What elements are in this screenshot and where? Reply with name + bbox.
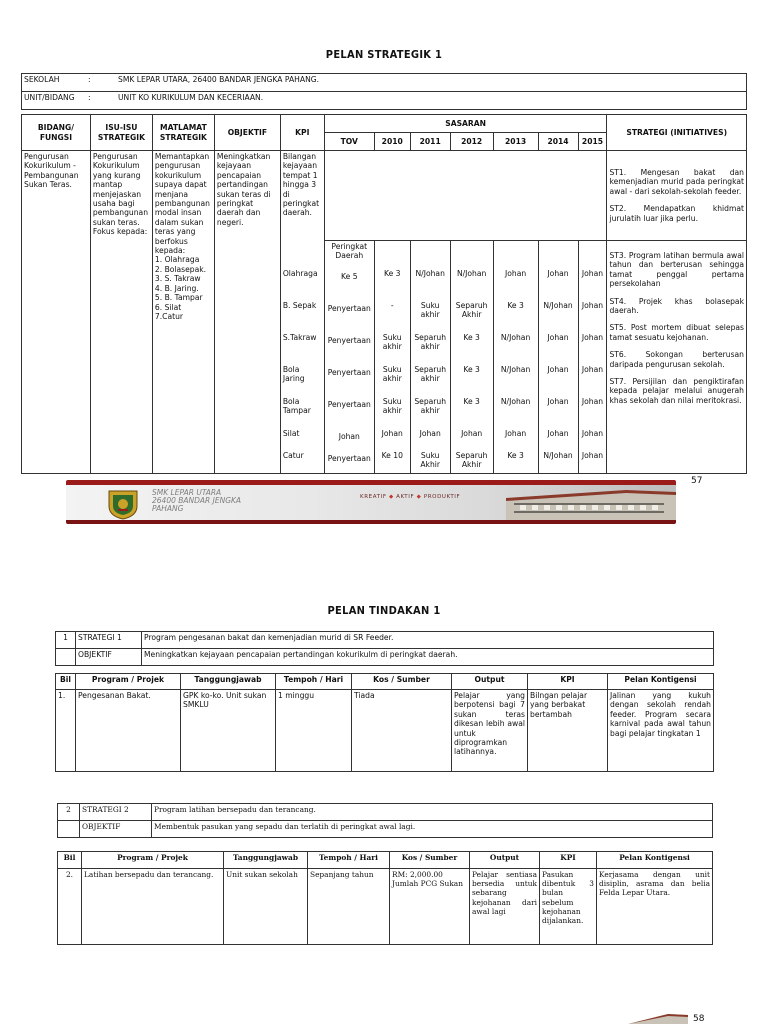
col-header: Tanggungjawab bbox=[224, 852, 308, 869]
matlamat-cell bbox=[152, 151, 214, 474]
year-2015-column bbox=[578, 241, 607, 474]
school-crest-icon bbox=[106, 488, 140, 520]
target-value: Johan bbox=[581, 301, 604, 310]
target-value: Ke 3 bbox=[463, 333, 480, 342]
motto-word: AKTIF bbox=[396, 494, 415, 500]
objective-label: OBJEKTIF bbox=[76, 649, 142, 666]
banner-line: PAHANG bbox=[152, 504, 184, 513]
target-value: Johan bbox=[581, 365, 604, 374]
header-bidang: BIDANG/ FUNGSI bbox=[22, 115, 91, 151]
strategi-bottom-cell bbox=[607, 241, 747, 474]
col-header: Bil bbox=[56, 674, 76, 690]
year-header: 2015 bbox=[578, 133, 607, 151]
target-value: N/Johan bbox=[500, 333, 531, 342]
year-2011-column bbox=[410, 241, 450, 474]
year-header: 2011 bbox=[410, 133, 450, 151]
kontigensi-cell: Kerjasama dengan unit disiplin, asrama dan belia Felda Lepar Utara. bbox=[597, 869, 713, 945]
tempoh-cell: 1 minggu bbox=[276, 690, 352, 772]
program-cell: Pengesanan Bakat. bbox=[76, 690, 181, 772]
tanggungjawab-cell: GPK ko-ko. Unit sukan SMKLU bbox=[181, 690, 276, 772]
sport-label: B. Sepak bbox=[282, 300, 317, 310]
tov-column bbox=[324, 241, 374, 474]
target-value: N/Johan bbox=[543, 451, 573, 460]
sekolah-label: SEKOLAH bbox=[22, 74, 87, 92]
action-plan-1-header-table bbox=[55, 631, 714, 666]
kontigensi-cell: Jalinan yang kukuh dengan sekolah rendah feeder. Program secara karnival pada awal tahun bagi pelajar tingkatan 1 bbox=[608, 690, 714, 772]
table-row bbox=[58, 869, 713, 945]
year-header: 2012 bbox=[450, 133, 493, 151]
target-value: Separuh akhir bbox=[414, 365, 447, 384]
col-header: Tempoh / Hari bbox=[308, 852, 390, 869]
target-value: Johan bbox=[505, 269, 527, 278]
target-value: Penyertaan bbox=[327, 304, 371, 313]
sport-label: S.Takraw bbox=[282, 332, 317, 342]
header-strategi: STRATEGI (INITIATIVES) bbox=[607, 115, 747, 151]
isu-cell: Pengurusan Kokurikulum yang kurang mantap menjejaskan usaha bagi pembangunan sukan teras. Fokus kepada: bbox=[90, 151, 152, 474]
strategi-item: ST7. Persijilan dan pengiktirafan kepada pelajar melalui anugerah khas sekolah dan nilai meritokrasi. bbox=[609, 377, 744, 405]
target-value: Separuh Akhir bbox=[455, 451, 488, 470]
target-value: Johan bbox=[505, 429, 527, 438]
action-plan-2-table bbox=[57, 851, 713, 945]
year-header: 2014 bbox=[538, 133, 578, 151]
sekolah-row bbox=[86, 74, 747, 92]
strategi-item: ST6. Sokongan berterusan daripada pengurusan sekolah. bbox=[609, 350, 744, 369]
target-value: Separuh akhir bbox=[414, 333, 447, 352]
target-value: Johan bbox=[581, 333, 604, 342]
target-value: Suku akhir bbox=[420, 301, 440, 320]
objective-value: Meningkatkan kejayaan pencapaian pertandingan kokurikulm di peringkat daerah. bbox=[142, 649, 714, 666]
target-value: - bbox=[390, 301, 394, 310]
target-value: Johan bbox=[547, 397, 569, 406]
col-header: Program / Projek bbox=[76, 674, 181, 690]
target-value: Johan bbox=[547, 333, 569, 342]
sekolah-value: SMK LEPAR UTARA, 26400 BANDAR JENGKA PAHANG. bbox=[118, 75, 320, 84]
target-value: Separuh akhir bbox=[414, 397, 447, 416]
action-plan-title: PELAN TINDAKAN 1 bbox=[327, 604, 441, 617]
sport-label: Catur bbox=[282, 450, 304, 460]
year-2012-column bbox=[450, 241, 493, 474]
objective-label: OBJEKTIF bbox=[80, 821, 152, 838]
header-kpi: KPI bbox=[280, 115, 324, 151]
target-value: Johan bbox=[461, 429, 483, 438]
target-value: Suku akhir bbox=[382, 333, 402, 352]
target-value: Ke 3 bbox=[383, 269, 401, 278]
target-value: Johan bbox=[381, 429, 403, 438]
sport-label: Silat bbox=[282, 428, 300, 438]
col-header: Kos / Sumber bbox=[390, 852, 470, 869]
target-value: Penyertaan bbox=[327, 400, 371, 409]
target-value: Ke 3 bbox=[463, 365, 480, 374]
objektif-cell: Meningkatkan kejayaan pencapaian pertandingan sukan teras di peringkat daerah dan negeri. bbox=[214, 151, 280, 474]
header-sasaran: SASARAN bbox=[324, 115, 607, 133]
strategi-item: ST4. Projek khas bolasepak daerah. bbox=[609, 296, 744, 316]
target-value: Johan bbox=[547, 429, 569, 438]
target-value: Ke 10 bbox=[381, 451, 403, 460]
year-2014-column bbox=[538, 241, 578, 474]
bidang-cell: Pengurusan Kokurikulum - Pembangunan Sukan Teras. bbox=[22, 151, 91, 474]
year-header: 2010 bbox=[374, 133, 410, 151]
tanggungjawab-cell: Unit sukan sekolah bbox=[224, 869, 308, 945]
strategic-plan-table bbox=[21, 114, 747, 474]
sport-label: Bola Tampar bbox=[282, 396, 311, 415]
col-header: Output bbox=[470, 852, 540, 869]
target-value: Johan bbox=[581, 269, 604, 278]
target-value: Johan bbox=[581, 429, 604, 438]
matlamat-item: 3. S. Takraw bbox=[154, 274, 201, 284]
col-header: Kos / Sumber bbox=[352, 674, 452, 690]
col-header: KPI bbox=[540, 852, 597, 869]
matlamat-item: 7.Catur bbox=[154, 311, 184, 321]
motto-word: PRODUKTIF bbox=[423, 494, 461, 500]
year-2010-column bbox=[374, 241, 410, 474]
matlamat-item: 2. Bolasepak. bbox=[154, 264, 207, 274]
target-value: Johan bbox=[338, 432, 360, 441]
col-header: Output bbox=[452, 674, 528, 690]
year-2013-column bbox=[493, 241, 538, 474]
strategi-top-cell bbox=[607, 151, 747, 241]
strategy-label: STRATEGI 1 bbox=[76, 632, 142, 649]
tempoh-cell: Sepanjang tahun bbox=[308, 869, 390, 945]
col-header: Tempoh / Hari bbox=[276, 674, 352, 690]
matlamat-item: 5. B. Tampar bbox=[154, 293, 203, 303]
banner-line: 26400 BANDAR JENGKA bbox=[152, 496, 242, 505]
year-header: 2013 bbox=[493, 133, 538, 151]
strategi-item: ST1. Mengesan bakat dan kemenjadian murid pada peringkat awal - dari sekolah-sekolah feeder. bbox=[609, 167, 744, 196]
target-value: N/Johan bbox=[456, 269, 487, 278]
table-row bbox=[56, 690, 714, 772]
col-header: KPI bbox=[528, 674, 608, 690]
banner-motto: KREATIF ◆ AKTIF ◆ PRODUKTIF bbox=[360, 494, 461, 500]
matlamat-intro: Memantapkan pengurusan kokurikulum supaya dapat menjana pembangunan modal insan dalam sukan teras yang berfokus kepada: bbox=[154, 152, 210, 256]
target-value: Ke 3 bbox=[463, 397, 480, 406]
kos-cell: Tiada bbox=[352, 690, 452, 772]
target-value: Separuh Akhir bbox=[455, 301, 488, 320]
sport-label: Bola Jaring bbox=[282, 364, 305, 383]
action-plan-2-header-table bbox=[57, 803, 713, 838]
objective-value: Membentuk pasukan yang sepadu dan terlatih di peringkat awal lagi. bbox=[152, 821, 713, 838]
target-value: N/Johan bbox=[500, 397, 531, 406]
strategi-item: ST5. Post mortem dibuat selepas tamat sesuatu kejohanan. bbox=[609, 323, 744, 342]
matlamat-item: 6. Silat bbox=[154, 302, 182, 312]
kos-cell: RM: 2,000.00 Jumlah PCG Sukan bbox=[390, 869, 470, 945]
strategi-item: ST2. Mendapatkan khidmat jurulatih luar jika perlu. bbox=[609, 204, 744, 223]
unit-value: UNIT KO KURIKULUM DAN KECERIAAN. bbox=[118, 93, 264, 102]
target-value: N/Johan bbox=[415, 269, 445, 278]
kpi-cell: Bilngan pelajar yang berbakat bertambah bbox=[528, 690, 608, 772]
page-number: 57 bbox=[691, 476, 703, 486]
strategic-plan-title: PELAN STRATEGIK 1 bbox=[325, 48, 443, 61]
col-header: Pelan Kontigensi bbox=[597, 852, 713, 869]
target-value: Johan bbox=[547, 269, 569, 278]
col-header: Bil bbox=[58, 852, 82, 869]
strategy-value: Program latihan bersepadu dan terancang. bbox=[152, 804, 713, 821]
school-building-icon bbox=[506, 484, 676, 520]
strategy-number: 2 bbox=[58, 804, 80, 821]
col-header: Pelan Kontigensi bbox=[608, 674, 714, 690]
school-info-table bbox=[21, 73, 747, 110]
target-value: Suku Akhir bbox=[420, 451, 440, 470]
output-cell: Pelajar yang berpotensi bagi 7 sukan teras dikesan lebih awal untuk diprogramkan latihannya. bbox=[452, 690, 528, 772]
colon: : bbox=[88, 75, 91, 84]
target-value: N/Johan bbox=[543, 301, 573, 310]
target-value: Penyertaan bbox=[327, 454, 371, 463]
kpi-cell: Bilangan kejayaan tempat 1 hingga 3 di peringkat daerah. bbox=[280, 151, 324, 241]
strategy-label: STRATEGI 2 bbox=[80, 804, 152, 821]
header-isu: ISU-ISU STRATEGIK bbox=[90, 115, 152, 151]
strategy-value: Program pengesanan bakat dan kemenjadian murid di SR Feeder. bbox=[142, 632, 714, 649]
target-value: N/Johan bbox=[500, 365, 531, 374]
header-matlamat: MATLAMAT STRATEGIK bbox=[152, 115, 214, 151]
motto-word: KREATIF bbox=[360, 494, 387, 500]
target-value: Penyertaan bbox=[327, 368, 371, 377]
target-value: Penyertaan bbox=[327, 336, 371, 345]
target-value: Ke 3 bbox=[507, 301, 524, 310]
banner-address bbox=[152, 489, 241, 513]
bil-cell: 1. bbox=[56, 690, 76, 772]
strategi-item: ST3. Program latihan bermula awal tahun dan berterusan sehingga tamat penggal pertama persekolahan bbox=[609, 251, 744, 289]
target-value: Ke 3 bbox=[507, 451, 524, 460]
target-value: Ke 5 bbox=[341, 272, 358, 281]
target-value: Johan bbox=[581, 397, 604, 406]
target-value: Suku akhir bbox=[382, 397, 402, 416]
matlamat-item: 4. B. Jaring. bbox=[154, 283, 199, 293]
colon: : bbox=[88, 93, 91, 102]
target-value: Johan bbox=[581, 451, 604, 460]
program-cell: Latihan bersepadu dan terancang. bbox=[82, 869, 224, 945]
year-header: TOV bbox=[324, 133, 374, 151]
page-number: 58 bbox=[693, 1014, 705, 1024]
strategy-number: 1 bbox=[56, 632, 76, 649]
bil-cell: 2. bbox=[58, 869, 82, 945]
action-plan-1-table bbox=[55, 673, 714, 772]
school-banner bbox=[66, 480, 676, 524]
banner-fragment-icon bbox=[628, 1012, 688, 1024]
sport-column bbox=[280, 241, 324, 474]
output-cell: Pelajar sentiasa bersedia untuk sebarang kejohanan dari awal lagi bbox=[470, 869, 540, 945]
header-objektif: OBJEKTIF bbox=[214, 115, 280, 151]
kpi-cell: Pasukan dibentuk 3 bulan sebelum kejohanan dijalankan. bbox=[540, 869, 597, 945]
sport-label: Olahraga bbox=[282, 268, 318, 278]
unit-row bbox=[86, 92, 747, 110]
target-value: Johan bbox=[547, 365, 569, 374]
matlamat-item: 1. Olahraga bbox=[154, 255, 200, 265]
col-header: Program / Projek bbox=[82, 852, 224, 869]
unit-label: UNIT/BIDANG bbox=[22, 92, 87, 110]
target-value: Suku akhir bbox=[382, 365, 402, 384]
target-value: Johan bbox=[419, 429, 441, 438]
tov-header: Peringkat Daerah bbox=[331, 242, 368, 261]
col-header: Tanggungjawab bbox=[181, 674, 276, 690]
banner-line: SMK LEPAR UTARA bbox=[152, 488, 222, 497]
